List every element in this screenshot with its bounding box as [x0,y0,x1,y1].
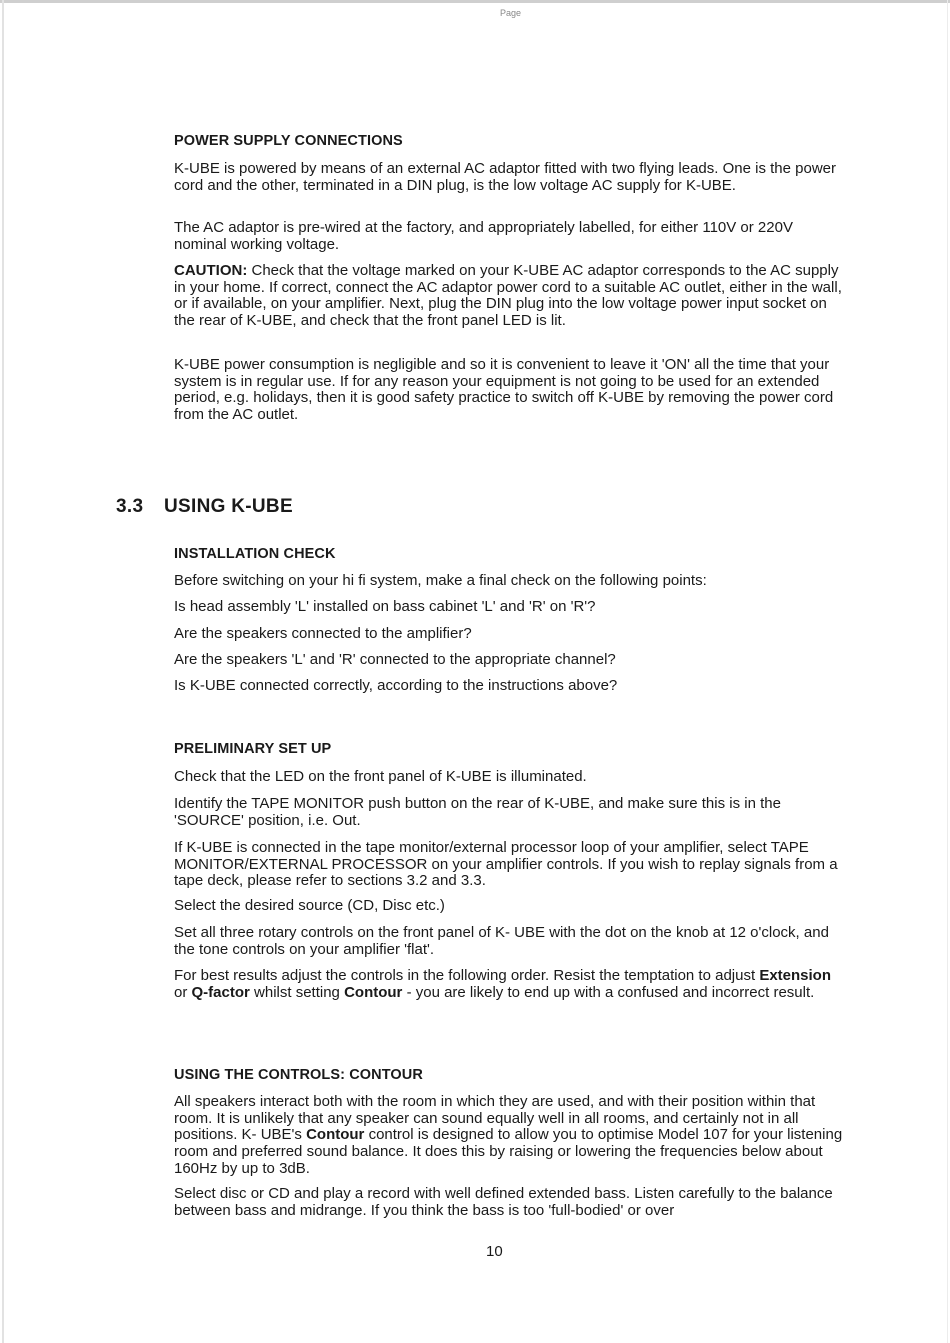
prelim-p6-text-d: whilst setting [249,983,345,1001]
prelim-p6-text-e: - you are likely to end up with a confused and incorrect result. [402,983,815,1001]
page-edge-left [2,0,4,1343]
install-heading: INSTALLATION CHECK [174,546,336,562]
page-edge-right [947,0,948,1343]
caution-label: CAUTION: [174,262,248,279]
install-line-2: Is head assembly 'L' installed on bass cabinet 'L' and 'R' on 'R'? [174,598,596,615]
prelim-paragraph-4: Select the desired source (CD, Disc etc.) [174,897,445,914]
contour-term: Contour [344,983,403,1001]
section-number: 3.3 [116,496,144,517]
contour-paragraph-2: Select disc or CD and play a record with well defined extended bass. Listen carefully to the balance between bass and midrange. If you think the bass is too 'full-bodied' or over [174,1185,833,1219]
q-factor-term: Q-factor [191,983,250,1001]
page-edge-top [0,0,950,3]
power-paragraph-1: K-UBE is powered by means of an external AC adaptor fitted with two flying leads. One is the power cord and the other, terminated in a DIN plug, is the low voltage AC supply for K-UBE. [174,160,837,194]
prelim-paragraph-3: If K-UBE is connected in the tape monitor/external processor loop of your amplifier, select TAPE MONITOR/EXTERNAL PROCESSOR on your amplifier controls. If you wish to replay signals from a tape deck, please refer to sections 3.2 and 3.3. [174,839,838,890]
power-paragraph-3 [174,263,844,330]
install-line-4: Are the speakers 'L' and 'R' connected to the appropriate channel? [174,651,616,668]
prelim-paragraph-6 [174,968,844,1001]
install-line-3: Are the speakers connected to the amplifier? [174,625,472,642]
header-mark: Page [500,8,522,18]
power-paragraph-4: K-UBE power consumption is negligible and so it is convenient to leave it 'ON' all the time that your system is in regular use. If for any reason your equipment is not going to be used for an extended period, e.g. holidays, then it is good safety practice to switch off K-UBE by removing the power cord from the AC outlet. [174,356,834,424]
section-title: USING K-UBE [164,496,293,517]
caution-text: Check that the voltage marked on your K-UBE AC adaptor corresponds to the AC supply in your home. If correct, connect the AC adaptor power cord to a suitable AC outlet, either in the wall, or if available, on your amplifier. Next, plug the DIN plug into the low voltage power input socket on the rear of K-UBE, and check that the front panel LED is lit. [174,262,842,330]
section-heading [116,496,293,518]
contour-p1-text-a: All speakers interact both with the room in which they are used, and with their position within that room. It is unlikely that any speaker can sound equally well in all rooms, and certainly not in all positions. K- UBE's [174,1093,816,1144]
install-line-1: Before switching on your hi fi system, make a final check on the following points: [174,572,707,589]
prelim-heading: PRELIMINARY SET UP [174,741,332,757]
contour-heading: USING THE CONTROLS: CONTOUR [174,1067,423,1083]
prelim-paragraph-2: Identify the TAPE MONITOR push button on the rear of K-UBE, and make sure this is in the 'SOURCE' position, i.e. Out. [174,795,781,829]
page-number: 10 [486,1243,503,1260]
extension-term: Extension [759,967,831,984]
install-line-5: Is K-UBE connected correctly, according to the instructions above? [174,677,618,694]
prelim-paragraph-5: Set all three rotary controls on the front panel of K- UBE with the dot on the knob at 12 o'clock, and the tone controls on your amplifier 'flat'. [174,924,829,958]
power-paragraph-2: The AC adaptor is pre-wired at the factory, and appropriately labelled, for either 110V or 220V nominal working voltage. [174,219,793,253]
prelim-paragraph-1: Check that the LED on the front panel of K-UBE is illuminated. [174,768,587,785]
contour-p1-text-c: control is designed to allow you to optimise Model 107 for your listening room and preferred sound balance. It does this by raising or lowering the frequencies below about 160Hz by up to 3dB. [174,1126,843,1177]
contour-control-term: Contour [306,1126,365,1144]
power-heading: POWER SUPPLY CONNECTIONS [174,133,403,149]
contour-paragraph-1 [174,1094,844,1178]
prelim-p6-text-a: For best results adjust the controls in the following order. Resist the temptation to adjust [174,967,760,984]
prelim-p6-text-c: or [174,983,192,1001]
